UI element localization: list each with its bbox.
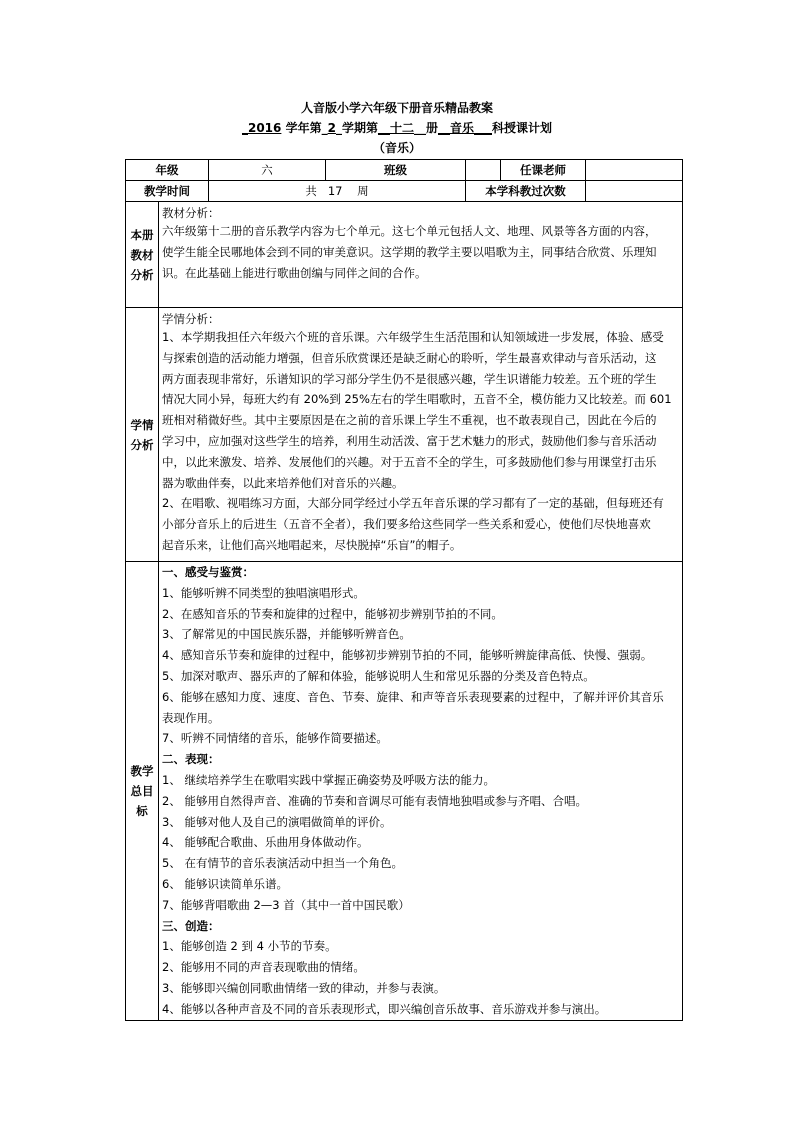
text-line: 使学生能全民哪地体会到不同的审美意识。这学期的教学主要以唱歌为主，同事结合欣赏、乐理知 [162,244,657,259]
subtitle-year: _2016 [241,121,282,135]
goal-item: 2、在感知音乐的节奏和旋律的过程中，能够初步辨别节拍的不同。 [162,606,503,621]
text-line: 情况大同小异，每班大约有 20%到 25%左右的学生唱歌时，五音不全，模仿能力又比较差。而 601 [162,392,672,407]
book-analysis-row [126,202,683,308]
time-value: 共 17 周 [209,181,466,202]
time-label: 教学时间 [126,181,209,202]
document-title: 人音版小学六年级下册音乐精品教案 [300,101,493,115]
document-subtitle [0,121,794,135]
text-line: 识。在此基础上能进行歌曲创编与同伴之间的合作。 [162,265,427,280]
subtitle-part-c: __册 [413,121,438,135]
subtitle-part-b: _学期第 [335,121,378,135]
text-line: 学习中，应加强对这些学生的培养，利用生动活泼、富于艺术魅力的形式，鼓励他们参与音乐活动 [162,433,657,448]
count-label: 本学科教过次数 [466,181,586,202]
subtitle-subject: __音乐___ [437,121,492,135]
goal-item: 1、 继续培养学生在歌唱实践中掌握正确姿势及呼吸方法的能力。 [162,772,495,787]
goal-item: 4、 能够配合歌曲、乐曲用身体做动作。 [162,835,369,850]
goal-item: 7、听辨不同情绪的音乐，能够作简要描述。 [162,731,388,746]
goal-group-heading: 三、创造： [162,918,220,933]
text-line: 班相对稍微好些。其中主要原因是在之前的音乐课上学生不重视，也不敢表现自己，因此在今后的 [162,413,657,428]
student-analysis-heading: 学情分析： [162,312,220,326]
text-line: 与探索创造的活动能力增强，但音乐欣赏课还是缺乏耐心的聆听，学生最喜欢律动与音乐活动，这 [162,350,657,365]
teacher-label: 任课老师 [501,160,586,181]
class-label: 班级 [326,160,466,181]
goal-item: 1、能够创造 2 到 4 小节的节奏。 [162,939,337,954]
goal-item: 2、 能够用自然得声音、准确的节奏和音调尽可能有表情地独唱或参与齐唱、合唱。 [162,793,587,808]
header-row-2 [126,181,683,202]
grade-value: 六 [209,160,326,181]
goal-item: 表现作用。 [162,710,220,725]
goal-item: 2、能够用不同的声音表现歌曲的情绪。 [162,960,365,975]
teaching-goals-content [159,562,683,1021]
student-analysis-row [126,308,683,562]
header-row-1 [126,160,683,181]
grade-label: 年级 [126,160,209,181]
count-value [586,181,683,202]
goal-item: 3、 能够对他人及自己的演唱做简单的评价。 [162,814,392,829]
subtitle-part-d: 科授课计划 [492,121,553,135]
teaching-goals-label: 教学 总目 标 [126,562,159,1021]
text-line: 器为歌曲伴奏，以此来培养他们对音乐的兴趣。 [162,475,404,490]
goal-item: 6、能够在感知力度、速度、音色、节奏、旋律、和声等音乐表现要素的过程中，了解并评价其音乐 [162,689,664,704]
goal-item: 1、能够听辨不同类型的独唱演唱形式。 [162,585,365,600]
goal-item: 4、感知音乐节奏和旋律的过程中，能够初步辨别节拍的不同，能够听辨旋律高低、快慢、强弱。 [162,648,653,663]
goal-item: 5、 在有情节的音乐表演活动中担当一个角色。 [162,856,403,871]
course-label: （音乐） [372,141,421,155]
text-line: 1、本学期我担任六年级六个班的音乐课。六年级学生生活范围和认知领域进一步发展，体验、感受 [162,330,664,344]
subtitle-part-a: 学年第_ [281,121,328,135]
goal-group-heading: 二、表现： [162,752,220,767]
book-analysis-label: 本册 教材 分析 [126,202,159,308]
teaching-plan-table [125,159,683,1021]
goal-item: 5、加深对歌声、器乐声的了解和体验，能够说明人生和常见乐器的分类及音色特点。 [162,668,595,683]
text-line: 两方面表现非常好，乐谱知识的学习部分学生仍不是很感兴趣，学生识谱能力较差。五个班的学生 [162,371,657,386]
goal-item: 6、 能够识读简单乐谱。 [162,876,288,891]
text-line: 六年级第十二册的音乐教学内容为七个单元。这七个单元包括人文、地理、风景等各方面的内容， [162,224,657,238]
text-line: 2、在唱歌、视唱练习方面，大部分同学经过小学五年音乐课的学习都有了一定的基础，但每班还有 [162,496,664,511]
class-value [466,160,501,181]
goal-item: 3、了解常见的中国民族乐器，并能够听辨音色。 [162,627,411,642]
goal-item: 7、能够背唱歌曲 2—3 首（其中一首中国民歌） [162,897,410,912]
goal-item: 3、能够即兴编创同歌曲情绪一致的律动，并参与表演。 [162,980,446,995]
student-analysis-content [159,308,683,562]
teacher-value [586,160,683,181]
goal-group-heading: 一、感受与鉴赏： [162,565,254,579]
goal-item: 4、能够以各种声音及不同的音乐表现形式，即兴编创音乐故事、音乐游戏并参与演出。 [162,1001,607,1016]
student-analysis-label: 学情 分析 [126,308,159,562]
teaching-goals-row [126,562,683,1021]
text-line: 起音乐来，让他们高兴地唱起来，尽快脱掉“乐盲”的帽子。 [162,537,462,552]
text-line: 小部分音乐上的后进生（五音不全者），我们要多给这些同学一些关系和爱心，使他们尽快地喜欢 [162,517,651,532]
subtitle-book: __十二 [377,121,414,135]
book-analysis-content [159,202,683,308]
text-line: 中，以此来激发、培养、发展他们的兴趣。对于五音不全的学生，可多鼓励他们参与用课堂打击乐 [162,454,657,469]
subtitle-term: 2 [327,121,336,135]
book-analysis-heading: 教材分析： [162,206,220,220]
